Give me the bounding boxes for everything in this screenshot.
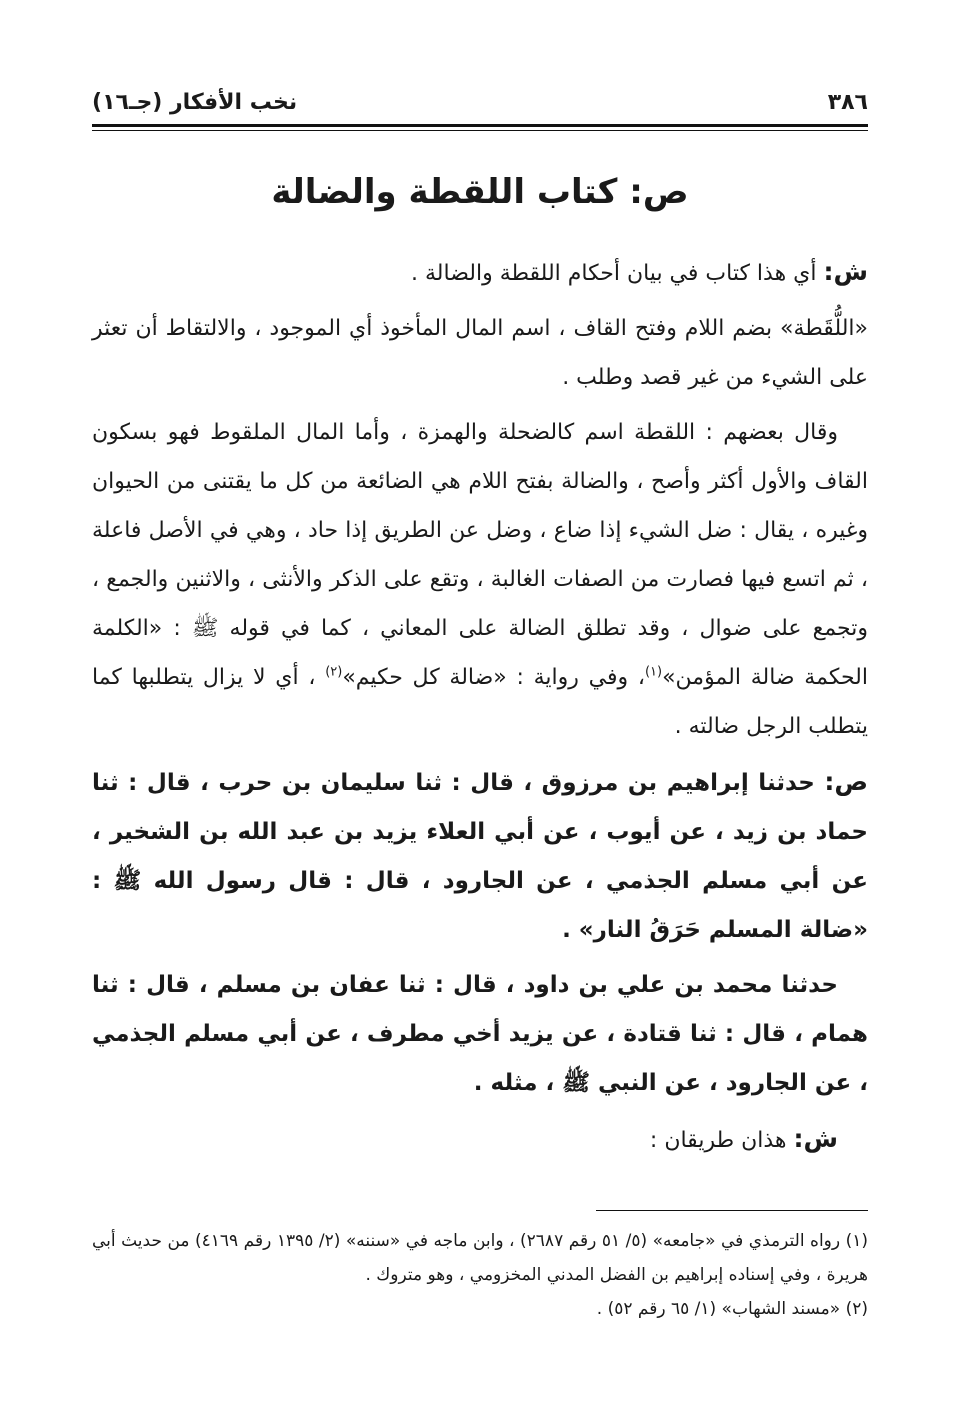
paragraph-sharh-intro bbox=[92, 247, 868, 298]
sharh-marker: ش: bbox=[823, 257, 868, 286]
paragraph-text: هذان طريقان : bbox=[649, 1128, 794, 1153]
paragraph-text: ، أي لا يزال يتطلبها كما يتطلب الرجل ضالته . bbox=[92, 665, 868, 739]
paragraph-sharh-closing bbox=[92, 1114, 868, 1165]
body-text bbox=[92, 247, 868, 1171]
paragraph-text: ، وفي رواية : «ضالة كل حكيم» bbox=[342, 665, 645, 690]
chapter-title: ص: كتاب اللقطة والضالة bbox=[271, 172, 689, 212]
paragraph-explanation bbox=[92, 408, 868, 751]
footnotes bbox=[92, 1224, 868, 1326]
paragraph-text: وقال بعضهم : اللقطة اسم كالضحلة والهمزة ، وأما المال الملقوط فهو بسكون القاف والأول أكثر وأصح ، والضالة بفتح اللام هي الضائعة من كل ما يقتنى من الحيوان وغيره ، يقال : ضل الشيء إذا ضاع ، وضل عن الطريق إذا حاد ، وهي في الأصل فاعلة ، ثم اتسع فيها فصارت من الصفات الغالبة ، وتقع على الذكر والأنثى ، والاثنين والجمع ، وتجمع على ضوال ، وقد تطلق الضالة على المعاني ، كما في قوله ﷺ : «الكلمة الحكمة ضالة المؤمن» bbox=[92, 420, 868, 690]
sharh-marker: ش: bbox=[793, 1124, 838, 1153]
paragraph-hadith-1 bbox=[92, 757, 868, 955]
paragraph-definition bbox=[92, 304, 868, 402]
paragraph-text: حدثنا إبراهيم بن مرزوق ، قال : ثنا سليمان بن حرب ، قال : ثنا حماد بن زيد ، عن أيوب ، عن أبي العلاء يزيد بن عبد الله بن الشخير ، عن أبي مسلم الجذمي ، عن الجارود ، قال : قال رسول الله ﷺ : «ضالة المسلم حَرَقُ النار» . bbox=[92, 770, 868, 943]
footnote-separator bbox=[596, 1210, 868, 1211]
footnote-2: (٢) «مسند الشهاب» (١/ ٦٥ رقم ٥٢) . bbox=[596, 1299, 868, 1319]
page-number: ٣٨٦ bbox=[827, 89, 868, 115]
sad-marker: ص: bbox=[824, 767, 868, 796]
paragraph-text: «اللُّقَطة» بضم اللام وفتح القاف ، اسم المال المأخوذ أي الموجود ، والالتقاط أن تعثر على الشيء من غير قصد وطلب . bbox=[92, 316, 868, 390]
paragraph-hadith-2 bbox=[92, 961, 868, 1108]
footnote-ref: (١) bbox=[644, 664, 663, 680]
running-header bbox=[92, 82, 868, 122]
footnote-ref: (٢) bbox=[325, 664, 343, 680]
paragraph-text: حدثنا محمد بن علي بن داود ، قال : ثنا عفان بن مسلم ، قال : ثنا همام ، قال : ثنا قتادة ، عن يزيد أخي مطرف ، عن أبي مسلم الجذمي ، عن الجارود ، عن النبي ﷺ ، مثله . bbox=[92, 972, 868, 1096]
header-rule-thin bbox=[92, 130, 868, 131]
book-title: نخب الأفكار (جـ١٦) bbox=[92, 89, 298, 115]
paragraph-text: أي هذا كتاب في بيان أحكام اللقطة والضالة . bbox=[411, 261, 824, 286]
header-rule bbox=[92, 124, 868, 127]
book-page bbox=[92, 0, 868, 1417]
footnote-1: (١) رواه الترمذي في «جامعه» (٥/ ٥١ رقم ٢٦٨٧) ، وابن ماجه في «سننه» (٢/ ١٣٩٥ رقم ٤١٦٩) من حديث أبي هريرة ، وفي إسناده إبراهيم بن الفضل المدني المخزومي ، وهو متروك . bbox=[92, 1231, 868, 1285]
